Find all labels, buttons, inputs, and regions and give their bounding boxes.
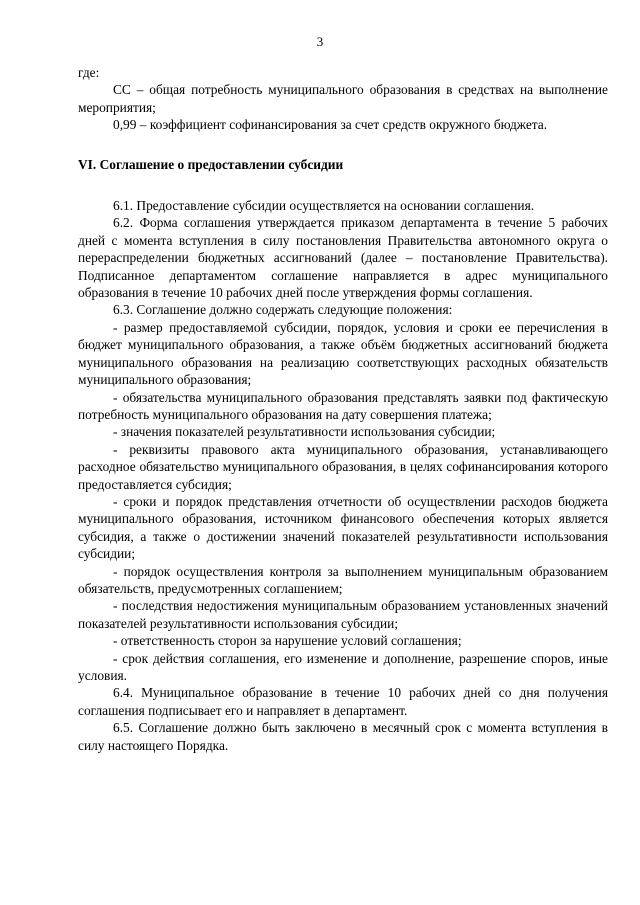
paragraph-6-1: 6.1. Предоставление субсидии осуществляется на основании соглашения. bbox=[113, 198, 535, 214]
document-body bbox=[78, 64, 608, 754]
section-title: VI. Соглашение о предоставлении субсидии bbox=[78, 156, 344, 172]
cc-definition: СС – общая потребность муниципального образования в средствах на выполнение мероприятия; bbox=[78, 82, 608, 115]
list-item: - значения показателей результативности использования субсидии; bbox=[113, 424, 496, 440]
list-item: - сроки и порядок представления отчетности об осуществлении расходов бюджета муниципального образования, источником финансового обеспечения которых является субсидия, а также о достижении значений показателей результативности использования субсидии; bbox=[78, 493, 608, 562]
list-item: - порядок осуществления контроля за выполнением муниципальным образованием обязательств, предусмотренных соглашением; bbox=[78, 563, 608, 596]
page-number: 3 bbox=[316, 34, 324, 49]
list-item: - реквизиты правового акта муниципального образования, устанавливающего расходное обязательство муниципального образования, в целях софинансирования которого предоставляется субсидия; bbox=[78, 441, 608, 492]
list-item: - срок действия соглашения, его изменение и дополнение, разрешение споров, иные условия. bbox=[78, 650, 608, 683]
list-item: - последствия недостижения муниципальным образованием установленных значений показателей результативности использования субсидии; bbox=[78, 598, 608, 631]
coefficient-definition: 0,99 – коэффициент софинансирования за счет средств окружного бюджета. bbox=[113, 117, 548, 133]
paragraph-6-2: 6.2. Форма соглашения утверждается приказом департамента в течение 5 рабочих дней с момента вступления в силу постановления Правительства автономного округа о перераспределении бюджетных ассигнований (далее – постановление Правительства). Подписанное департаментом соглашение направляется в адрес муниципального образования в течение 10 рабочих дней после утверждения формы соглашения. bbox=[78, 215, 608, 301]
where-label: где: bbox=[78, 65, 100, 80]
paragraph-6-5: 6.5. Соглашение должно быть заключено в месячный срок с момента вступления в силу настоящего Порядка. bbox=[78, 720, 608, 753]
paragraph-6-4: 6.4. Муниципальное образование в течение 10 рабочих дней со дня получения соглашения подписывает его и направляет в департамент. bbox=[78, 685, 608, 718]
list-item: - ответственность сторон за нарушение условий соглашения; bbox=[113, 633, 462, 649]
list-item: - размер предоставляемой субсидии, порядок, условия и сроки ее перечисления в бюджет муниципального образования, а также объём бюджетных ассигнований бюджета муниципального образования на реализацию соответствующих расходных обязательств муниципального образования; bbox=[78, 319, 608, 388]
paragraph-6-3: 6.3. Соглашение должно содержать следующие положения: bbox=[113, 302, 453, 318]
list-item: - обязательства муниципального образования представлять заявки под фактическую потребность муниципального образования на дату совершения платежа; bbox=[78, 389, 608, 422]
